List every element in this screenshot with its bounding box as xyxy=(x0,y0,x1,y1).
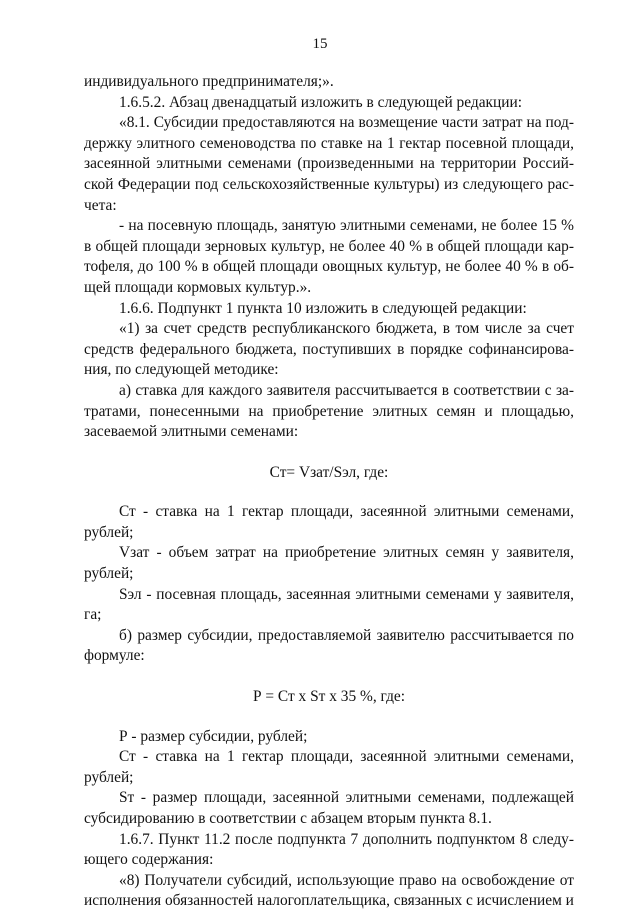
page-number: 15 xyxy=(312,36,328,52)
paragraph: б) размер субсидии, предоставляемой заявителю рассчитывается по формуле: xyxy=(84,626,574,665)
paragraph: 1.6.5.2. Абзац двенадцатый изложить в следующей редакции: xyxy=(119,93,522,111)
spacer xyxy=(84,667,574,687)
formula-subsidy: Р = Ст х Sт х 35 %, где: xyxy=(252,688,406,706)
paragraph: «8) Получатели субсидий, использующие право на освобождение от исполнения обязанностей налогоплательщика, связанных с исчислением и xyxy=(84,871,574,910)
paragraph: а) ставка для каждого заявителя рассчитывается в соответствии с затратами, понесенными на приобретение элитных семян и площадью, засеваемой элитными семенами: xyxy=(84,381,574,441)
paragraph: «8.1. Субсидии предоставляются на возмещение части затрат на поддержку элитного семеноводства по ставке на 1 гектар посевной площади, засеянной элитными семенами (произведенными на территории Российской Федерации под сельскохозяйственные культуры) из следующего расчета: xyxy=(84,114,574,214)
spacer xyxy=(84,443,574,463)
definition: Ст - ставка на 1 гектар площади, засеянной элитными семенами, рублей; xyxy=(84,748,574,786)
paragraph: 1.6.6. Подпункт 1 пункта 10 изложить в следующей редакции: xyxy=(119,299,527,317)
formula-rate: Ст= Vзат/Sэл, где: xyxy=(269,463,389,481)
definition: Vзат - объем затрат на приобретение элитных семян у заявителя, рублей; xyxy=(84,544,574,583)
spacer xyxy=(84,483,574,502)
paragraph: 1.6.7. Пункт 11.2 после подпункта 7 дополнить подпунктом 8 следующего содержания: xyxy=(84,830,574,869)
definition: Sэл - посевная площадь, засеянная элитными семенами у заявителя, га; xyxy=(84,585,574,624)
definition: Ст - ставка на 1 гектар площади, засеянной элитными семенами, рублей; xyxy=(84,503,574,541)
definition: Р - размер субсидии, рублей; xyxy=(119,727,308,745)
paragraph: индивидуального предпринимателя;». xyxy=(84,73,334,90)
paragraph: «1) за счет средств республиканского бюджета, в том числе за счет средств федерального бюджета, поступивших в порядке софинансирования, по следующей методике: xyxy=(84,320,574,379)
paragraph: - на посевную площадь, занятую элитными семенами, не более 15 % в общей площади зерновых культур, не более 40 % в общей площади картофеля, до 100 % в общей площади овощных культур, не более 40 % в общей площади кормовых культур.». xyxy=(84,217,574,296)
spacer xyxy=(84,708,574,727)
definition: Sт - размер площади, засеянной элитными семенами, подлежащей субсидированию в соответствии с абзацем вторым пункта 8.1. xyxy=(84,789,574,827)
document-body xyxy=(84,72,574,912)
